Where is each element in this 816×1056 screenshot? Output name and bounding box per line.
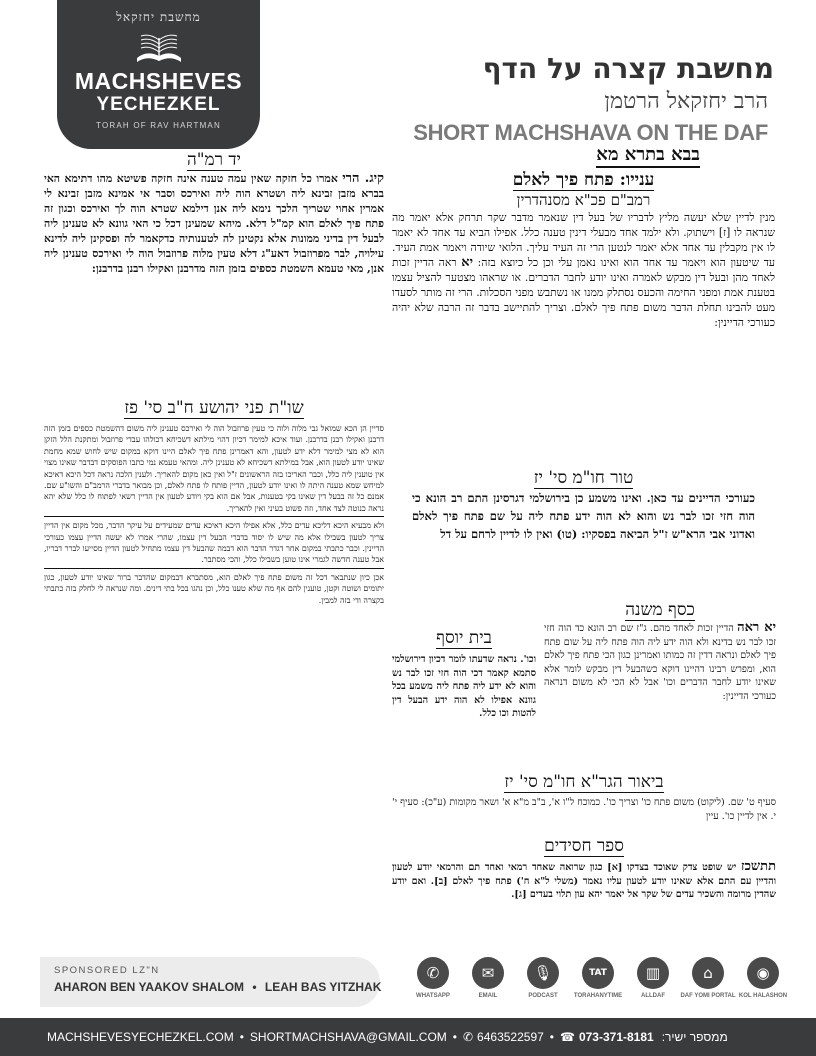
yad-ramah-body: אמרו כל חזקה שאין עמה טענה אינה חזקה פשיטא מהו דתימא האי בברא מזבן זבינא ליה ושטרא הוה ליה ואירכס וסבר אי אמינא מזבן זבינא לי אמרין אחוי שטריך הלכך נימא ליה אנן דילמא שטרא הוה לך ואירכס וכגון זה פתח פיך לאלם הוא קמ"ל דלא. מיהא שמעינן דכל כי האי גוונא לא טענינן ליה לבעל דין בדיני ממונות אלא נקטינן לה לטענותיה כדקאמר לה ופסקינן ליה לדינא עילויה, לבר מפרוזבול דאע"ג דלא טעין מלוה פרוזבול הוה לי ואירכס טענינן ליה אנן, מאי טעמא השמטת כספים בזמן הזה מדרבנן ואקילו רבנן בדרבנן:	[44, 172, 384, 275]
sponsor-name-1: AHARON BEN YAAKOV SHALOM	[54, 980, 245, 994]
sefer-chassidim-section	[392, 836, 776, 944]
contact-bar	[0, 1018, 816, 1056]
pnei-yehoshua-para-2: ולא מבעיא היכא דליכא עדים כלל, אלא אפילו היכא דאיכא עדים שמעידים על עיקר הדבר, מכל מקום אין הדיין צריך לטעון בשבילו אלא מה שיש לו יסוד בדברי הבעל דין עצמו, שהרי אמרו לא יעשה הדיין עצמו כעורכי הדיינין. וכבר כתבתי במקום אחר דגדר הדבר הוא דבמה שהבעל דין עצמו מתחיל לטעון הדיין מסייעו לברר דבריו, אבל טענה חדשה לגמרי אינו טוען בשבילו כלל, והכי מסתבר.	[44, 521, 384, 565]
pnei-yehoshua-para-1: סדיין הן הכא שמואל גבי מלוה ולוה כי טעין פרוזבול הוה לי ואירכס טענינן ליה משום דהשמטת כספים בזמן הזה דרבנן ואקילו רבנן בדרבנן. ועוד איכא למימר דכיון דהוי מילתא דשכיחא דכולהו עבדי פרוזבול ומתקנת הלל הזקן הוא לא מצי למימר דלא ידע לטעון, והא דאמרינן פתח פיך לאלם היינו דוקא במקום שיש לחוש שמא מחמת שאינו יודע לטעון הוא, אבל במילתא דשכיחא לא טענינן ליה. ומהאי טעמא נמי כתבו הפוסקים דבדבר שאינו מצוי אין טוענין ליה כלל, וכבר האריכו בזה הראשונים ז"ל ואין כאן מקום להאריך. ולענין הלכה נראה דכל היכא דאיכא למיחש שמא טענה היתה לו ואינו יודע לטעון, הדיין פותח לו פתח לאלם, וכן מבואר בדברי הרמב"ם והשו"ע שם. אמנם כל זה בבעל דין שאינו בקי בטענות, אבל אם הוא בקי ויודע לטעון אין הדיין רשאי לפתוח לו כלל שלא יהא נראה כנוטה לצד אחד, וזה פשוט בעיני ואין להאריך.	[44, 424, 384, 513]
sefer-chassidim-text	[392, 860, 776, 902]
email-link[interactable]: SHORTMACHSHAVA@GMAIL.COM	[249, 1030, 447, 1044]
link-email[interactable]	[468, 957, 508, 1012]
yad-ramah-lead: קיג. הרי	[342, 171, 384, 186]
logo-tagline: TORAH OF RAV HARTMAN	[96, 121, 221, 130]
author-name: הרב יחזקאל הרטמן	[604, 89, 768, 114]
pnei-yehoshua-title: שו"ת פני יהושע ח"ב סי' פז	[124, 398, 304, 418]
website-link[interactable]: MACHSHEVESYECHEZKEL.COM	[47, 1030, 234, 1044]
beis-yosef-section	[392, 628, 536, 756]
rambam-title: רמב"ם פכ"א מסנהדרין	[516, 191, 651, 209]
page-title-hebrew: מחשבת קצרה על הדף	[482, 52, 774, 85]
tur-text: כעורכי הדיינים עד כאן. ואינו משמע כן בירושלמי דגרסינן התם רב הונא כי הוה חזי זכו לבר נש והוא לא הוה ידע פתח ליה על שם פתח פיך לאלם ואדוני אבי הרא"ש ז"ל הביאה בפסקיו: (טו) ואין לו לדיין לרחם על דל	[412, 491, 755, 541]
biur-hagra-section	[392, 772, 776, 834]
kesef-mishneh-text	[544, 621, 776, 703]
link-podcast[interactable]	[523, 957, 563, 1012]
podcast-icon: 🎙	[527, 957, 559, 989]
icon-label: DAF YOMI PORTAL	[680, 993, 736, 999]
phone-number[interactable]: 073-371-8181	[578, 1030, 654, 1044]
yad-ramah-text	[44, 171, 384, 276]
sponsor-name-2: LEAH BAS YITZHAK	[264, 980, 382, 994]
kesef-mishneh-lead: יא ראה	[737, 620, 776, 635]
bullet-separator: •	[239, 1030, 244, 1044]
link-torahanytime[interactable]	[573, 957, 623, 1012]
icon-label: EMAIL	[478, 993, 498, 999]
beis-yosef-title: בית יוסף	[436, 628, 492, 648]
rambam-body-2: ראה הדיין זכות לאחד מהן ובעל דין מבקש לאמרה ואינו יודע לחבר הדברים. או שראהו מצטער להציל עצמו בטענת אמת ומפני החימה והכעס נסתלק ממנו או נשתבש מפני הסכלות. הרי זה מותר לסעדו מעט להבינו תחלת הדבר משום פתח פיך לאלם. וצריך להתיישב בדבר זה הרבה שלא יהיה כעורכי הדיינין:	[392, 256, 775, 329]
phone-small-icon: ☎	[560, 1030, 575, 1044]
alldaf-icon: ▥	[637, 957, 669, 989]
sponsor-label: SPONSORED LZ"N	[54, 965, 160, 976]
logo	[57, 0, 260, 149]
link-kol-halashon[interactable]	[738, 957, 788, 1012]
sefer-chassidim-lead: תתשכז	[740, 859, 776, 874]
pnei-yehoshua-para-3: אכן כיון שנתבאר דכל זה משום פתח פיך לאלם הוא, מסתברא דבמקום שהדבר ברור שאינו יודע לטעון, כגון יתומים ושוטה וקטן, טוענין להם אף מה שלא טענו כלל, וכן נהגו בכל בתי דינים. ומה שנראה לי לחלק בזה כתבתי בקצרה ודי בזה למבין.	[44, 572, 384, 605]
yad-ramah-section	[44, 150, 384, 393]
kesef-mishneh-body: הדיין זכות לאחד מהם. ג"ז שם רב הונא כד הוה חזי זכו לבר נש בדינא ולא הוה ידע ליה הוה פתח ליה על שום פתח פיך לאלם ונראה דדין זה כמותו ואמרינן כגון הכי פתח פיך לאלם הוא, ומפרש רבינו דהיינו דוקא כשהבעל דין מבקש לומר אלא שאינו יודע לחבר הדברים וכו' אבל לא הכי לא משום דנראה כעורכי הדיינין:	[544, 623, 776, 702]
logo-hebrew: מחשבת יחזקאל	[116, 10, 201, 24]
icon-label: ALLDAF	[641, 993, 665, 999]
whatsapp-number[interactable]: 6463522597	[477, 1030, 544, 1044]
whatsapp-small-icon: ✆	[462, 1030, 474, 1044]
sponsor-banner	[40, 957, 380, 1007]
link-whatsapp[interactable]	[413, 957, 453, 1012]
sponsor-separator: •	[252, 980, 257, 994]
icon-label: KOL HALASHON	[738, 993, 788, 999]
pnei-yehoshua-divider-2	[44, 568, 384, 569]
kesef-mishneh-title: כסף משנה	[625, 600, 695, 620]
page-title-english: SHORT MACHSHAVA ON THE DAF	[413, 120, 768, 145]
link-alldaf[interactable]	[633, 957, 673, 1012]
inyan-heading: ענייו: פתח פיך לאלם	[512, 170, 655, 190]
icon-label: TORAHANYTIME	[573, 993, 623, 999]
logo-line-2: YECHEZKEL	[96, 94, 221, 115]
sponsor-names	[54, 980, 382, 994]
sefer-chassidim-title: ספר חסידים	[544, 836, 624, 856]
email-icon: ✉	[472, 957, 504, 989]
beis-yosef-text: וכו'. נראה שדעתו לומר דכיון דירושלמי סתמא קאמר דכי הוה חזי זכו לבר נש והוא לא ידע ליה פתח ליה משמע בכל גוונא אפילו לא הוה ידע הבעל דין להטות וכו כלל.	[392, 654, 536, 719]
tur-title: טור חו"מ סי' יז	[533, 468, 634, 488]
kesef-mishneh-section	[544, 600, 776, 768]
link-daf-yomi-portal[interactable]	[680, 957, 736, 1012]
rambam-body-1: מנין לדיין שלא יעשה מליץ לדבריו של בעל דין שנאמר מדבר שקר תרחק אלא יאמר מה שנראה לו [ז] וישתוק. ולא ילמד אחד מבעלי דינין טענה כלל. אפילו הביא עד אחד לא יאמר לו אין מקבלין עד אחד אלא יאמר לנטען הרי זה העיד עליך. הלואי שיודה ויאמר אמת העיד. עד שיטעון הוא ויאמר עד אחד הוא ואינו נאמן עלי וכן כל כיוצא בזה:	[392, 211, 775, 269]
rambam-section	[392, 170, 775, 462]
open-book-icon	[133, 30, 185, 66]
icon-label: PODCAST	[528, 993, 558, 999]
biur-hagra-title: ביאור הגר"א חו"מ סי' יז	[504, 772, 664, 792]
platform-links	[413, 957, 788, 1012]
pnei-yehoshua-section	[44, 398, 384, 946]
yad-ramah-title: יד רמ"ה	[186, 150, 242, 170]
tur-section	[392, 468, 775, 596]
rambam-text	[392, 210, 775, 330]
phone-label: ממספר ישיר:	[661, 1030, 728, 1044]
torahanytime-icon: TAT	[582, 957, 614, 989]
logo-line-1: MACHSHEVES	[74, 68, 243, 94]
icon-label: WHATSAPP	[416, 993, 450, 999]
sefer-chassidim-body: יש שופט צדק שאוכד בצדקו [א] כגון שרואה שאחד רמאי ואחד תם והרמאי יודע לטעון והדיין עם התם אלא שאינו יודע לטעון עליו נאמר (משלי ל"א ח') פתח פיך לאלם [ב]. ואם יודע שהדין מרומה והשכיר עדים של שקר אל יאמר יהא עון תלוי בעדים [ג].	[392, 862, 776, 900]
masechta-heading: בבא בתרא מא	[596, 144, 700, 168]
kol-halashon-icon: ◉	[747, 957, 779, 989]
pnei-yehoshua-divider-1	[44, 516, 384, 517]
bullet-separator: •	[452, 1030, 457, 1044]
rambam-lead-2: יא	[461, 255, 474, 270]
whatsapp-icon: ✆	[417, 957, 449, 989]
biur-hagra-text: סעיף ט' שם. (ליקוט) משום פתח כו' וצריך כו'. כמוכח ל"ו א', ב"ב מ"א א' ושאר מקומות (ע"כ): סעיף י' י. אין לדיין כו'. עיין	[392, 797, 776, 822]
daf-yomi-portal-icon: ⌂	[692, 957, 724, 989]
bullet-separator: •	[549, 1030, 554, 1044]
